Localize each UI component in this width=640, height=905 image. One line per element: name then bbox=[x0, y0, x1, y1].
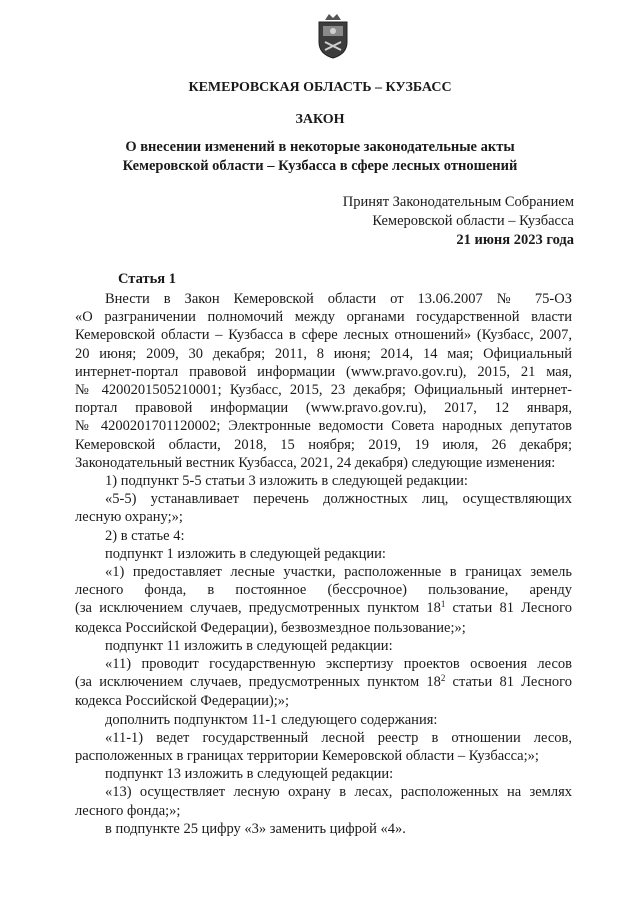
text-line: № 4200201701120002; Электронные ведомости Совета народных депутатов bbox=[75, 418, 572, 435]
text-line: Внести в Закон Кемеровской области от 13.06.2007 № 75-ОЗ bbox=[105, 291, 572, 307]
text-line: подпункт 11 изложить в следующей редакции: bbox=[105, 637, 393, 654]
text-line: кодекса Российской Федерации), безвозмездное пользование;»; bbox=[75, 619, 466, 636]
text-line: интернет-портал правовой информации (www.pravo.gov.ru), 2015, 21 мая, bbox=[75, 363, 572, 380]
coat-of-arms-icon bbox=[313, 12, 353, 60]
text-line: подпункт 1 изложить в следующей редакции: bbox=[105, 545, 386, 562]
text-line: расположенных в границах территории Кемеровской области – Кузбасса;»; bbox=[75, 748, 539, 765]
law-title-line-2: Кемеровской области – Кузбасса в сфере лесных отношений bbox=[122, 158, 518, 174]
text-line: лесную охрану;»; bbox=[75, 509, 183, 526]
region-heading: КЕМЕРОВСКАЯ ОБЛАСТЬ – КУЗБАСС bbox=[188, 80, 452, 95]
text-fragment: статьи 81 Лесного bbox=[445, 600, 572, 617]
text-line: «11) проводит государственную экспертизу проектов освоения лесов bbox=[105, 656, 572, 673]
law-title-line-1: О внесении изменений в некоторые законодательные акты bbox=[125, 139, 515, 155]
text-line: «1) предоставляет лесные участки, расположенные в границах земель bbox=[105, 564, 572, 581]
text-line: «13) осуществляет лесную охрану в лесах, расположенных на землях bbox=[105, 784, 572, 801]
adoption-date: 21 июня 2023 года bbox=[456, 232, 574, 248]
text-line bbox=[75, 673, 572, 692]
text-line: «11-1) ведет государственный лесной реестр в отношении лесов, bbox=[105, 729, 572, 746]
article-heading: Статья 1 bbox=[118, 271, 176, 287]
text-line: лесного фонда, в постоянное (бессрочное) пользование, аренду bbox=[75, 582, 572, 599]
text-line: Кемеровской области, 2018, 15 ноября; 2019, 19 июля, 26 декабря; bbox=[75, 436, 572, 453]
text-line: 1) подпункт 5-5 статьи 3 изложить в следующей редакции: bbox=[105, 473, 468, 490]
text-line: лесного фонда;»; bbox=[75, 802, 181, 819]
text-line bbox=[75, 599, 572, 618]
text-line: портал правовой информации (www.pravo.gov.ru), 2017, 12 января, bbox=[75, 400, 572, 417]
text-fragment: статьи 81 Лесного bbox=[445, 674, 572, 691]
text-line: подпункт 13 изложить в следующей редакции: bbox=[105, 766, 394, 783]
text-line: дополнить подпунктом 11-1 следующего содержания: bbox=[105, 711, 438, 728]
text-fragment: (за исключением случаев, предусмотренных пунктом 18 bbox=[75, 600, 441, 617]
text-fragment: (за исключением случаев, предусмотренных пунктом 18 bbox=[75, 674, 441, 691]
text-line: «О разграничении полномочий между органами государственной власти bbox=[75, 309, 572, 326]
text-line: в подпункте 25 цифру «3» заменить цифрой «4». bbox=[105, 820, 406, 837]
adoption-line-1: Принят Законодательным Собранием bbox=[342, 194, 574, 210]
text-line: № 4200201505210001; Кузбасс, 2015, 23 декабря; Официальный интернет- bbox=[75, 382, 572, 399]
superscript: 1 bbox=[440, 599, 446, 610]
text-line: 20 июня; 2009, 30 декабря; 2011, 8 июня; 2014, 14 мая; Официальный bbox=[75, 345, 572, 362]
text-line: «5-5) устанавливает перечень должностных лиц, осуществляющих bbox=[105, 491, 572, 508]
text-line: 2) в статье 4: bbox=[105, 527, 185, 544]
superscript: 2 bbox=[440, 673, 446, 684]
text-line: Законодательный вестник Кузбасса, 2021, 24 декабря) следующие изменения: bbox=[75, 454, 556, 471]
text-line: кодекса Российской Федерации);»; bbox=[75, 693, 290, 710]
document-type: ЗАКОН bbox=[295, 112, 345, 127]
article-body bbox=[75, 290, 572, 838]
text-line: Кемеровской области – Кузбасса в сфере лесных отношений» (Кузбасс, 2007, bbox=[75, 327, 572, 344]
adoption-line-2: Кемеровской области – Кузбасса bbox=[372, 213, 574, 229]
